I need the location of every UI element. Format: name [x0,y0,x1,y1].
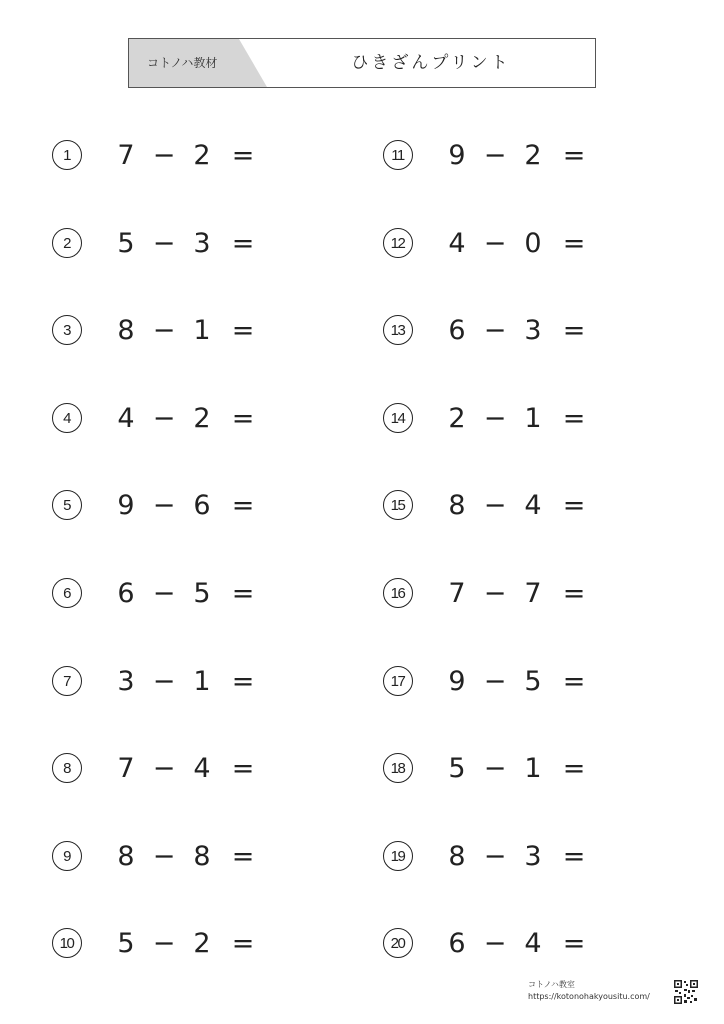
equals-sign: = [562,665,586,697]
minuend: 2 [448,402,466,434]
problem-item [383,661,605,701]
minus-sign: − [152,489,176,521]
problem-item [383,485,605,525]
equals-sign: = [562,139,586,171]
subtrahend: 3 [524,840,542,872]
problem-number: 16 [390,584,405,602]
problem-item [52,923,274,963]
subtrahend: 4 [193,752,211,784]
problem-number-badge [52,490,82,520]
problem-number-badge [383,315,413,345]
equals-sign: = [562,402,586,434]
subtrahend: 4 [524,489,542,521]
equals-sign: = [231,840,255,872]
subtrahend: 3 [193,227,211,259]
minuend: 8 [448,489,466,521]
subtrahend: 8 [193,840,211,872]
equation [116,140,274,171]
equation [447,490,605,521]
problem-item [52,661,274,701]
subtrahend: 2 [193,927,211,959]
equation [447,578,605,609]
qr-code-icon [674,980,698,1004]
minus-sign: − [483,665,507,697]
subtrahend: 1 [524,752,542,784]
problem-item [383,748,605,788]
minus-sign: − [152,314,176,346]
problem-number-badge [383,753,413,783]
problem-item [52,573,274,613]
minus-sign: − [152,840,176,872]
equation [447,403,605,434]
equals-sign: = [231,402,255,434]
problem-number-badge [52,228,82,258]
minuend: 5 [117,927,135,959]
minuend: 9 [448,139,466,171]
problem-number: 6 [63,584,70,602]
minuend: 8 [448,840,466,872]
subtrahend: 2 [193,139,211,171]
subtrahend: 1 [524,402,542,434]
minuend: 3 [117,665,135,697]
equals-sign: = [231,665,255,697]
equals-sign: = [562,840,586,872]
problem-number-badge [52,140,82,170]
minus-sign: − [483,927,507,959]
minuend: 8 [117,840,135,872]
equals-sign: = [231,314,255,346]
subtrahend: 1 [193,314,211,346]
problem-number: 7 [63,672,70,690]
problem-number: 9 [63,847,70,865]
problem-item [383,223,605,263]
equation [116,403,274,434]
problem-item [383,573,605,613]
equation [116,578,274,609]
equation [447,753,605,784]
minus-sign: − [483,139,507,171]
problem-number-badge [52,928,82,958]
minus-sign: − [152,927,176,959]
problem-item [52,135,274,175]
equals-sign: = [562,927,586,959]
problem-number-badge [383,841,413,871]
problem-number-badge [52,578,82,608]
footer [528,979,650,1003]
problem-item [383,398,605,438]
problem-number: 11 [391,146,404,164]
problem-number: 2 [63,234,70,252]
problem-number: 14 [390,409,405,427]
problem-item [52,398,274,438]
equals-sign: = [562,227,586,259]
subtrahend: 5 [524,665,542,697]
equals-sign: = [231,227,255,259]
minus-sign: − [152,402,176,434]
equation [116,666,274,697]
equals-sign: = [231,752,255,784]
minus-sign: − [152,227,176,259]
minus-sign: − [152,665,176,697]
minuend: 5 [448,752,466,784]
header-brand-label: コトノハ教材 [147,56,218,70]
subtrahend: 5 [193,577,211,609]
problem-item [52,836,274,876]
problem-item [383,310,605,350]
equation [116,315,274,346]
subtrahend: 2 [193,402,211,434]
subtrahend: 4 [524,927,542,959]
footer-url[interactable]: https://kotonohakyousitu.com/ [528,992,650,1001]
equation [447,666,605,697]
problem-item [52,748,274,788]
problem-number-badge [52,666,82,696]
problem-number: 3 [63,321,70,339]
minus-sign: − [152,577,176,609]
minuend: 6 [448,927,466,959]
equation [447,928,605,959]
problem-number-badge [383,666,413,696]
equals-sign: = [231,927,255,959]
problem-number: 10 [59,934,74,952]
equals-sign: = [231,139,255,171]
minuend: 5 [117,227,135,259]
problem-number: 4 [63,409,70,427]
problem-number: 12 [390,234,405,252]
subtrahend: 6 [193,489,211,521]
problem-number: 8 [63,759,70,777]
problem-number-badge [52,753,82,783]
minus-sign: − [483,489,507,521]
subtrahend: 0 [524,227,542,259]
problem-number-badge [52,315,82,345]
problem-item [52,223,274,263]
equals-sign: = [562,577,586,609]
minus-sign: − [483,314,507,346]
problem-number-badge [383,140,413,170]
equals-sign: = [562,314,586,346]
subtrahend: 3 [524,314,542,346]
problem-number: 15 [390,496,405,514]
equation [447,228,605,259]
problem-number-badge [52,841,82,871]
problem-number-badge [383,403,413,433]
problem-number: 18 [390,759,405,777]
problem-item [383,135,605,175]
minuend: 7 [117,752,135,784]
minus-sign: − [483,577,507,609]
problem-item [383,836,605,876]
minuend: 4 [448,227,466,259]
equation [116,753,274,784]
minuend: 6 [448,314,466,346]
problem-item [52,310,274,350]
minuend: 8 [117,314,135,346]
minuend: 9 [117,489,135,521]
minus-sign: − [483,840,507,872]
minus-sign: − [483,227,507,259]
problem-number-badge [383,578,413,608]
problem-number-badge [52,403,82,433]
problem-number: 17 [390,672,405,690]
equation [116,928,274,959]
problem-number-badge [383,928,413,958]
equation [447,140,605,171]
subtrahend: 2 [524,139,542,171]
problem-number: 20 [390,934,405,952]
footer-org: コトノハ教室 [528,980,575,989]
minuend: 6 [117,577,135,609]
page-title: ひきざんプリント [351,53,511,73]
equals-sign: = [562,489,586,521]
problem-number: 1 [63,146,70,164]
equation [116,841,274,872]
equation [116,228,274,259]
subtrahend: 7 [524,577,542,609]
minuend: 7 [117,139,135,171]
problem-number-badge [383,490,413,520]
problem-number: 19 [390,847,405,865]
problem-item [52,485,274,525]
problem-number: 5 [63,496,70,514]
minuend: 4 [117,402,135,434]
minuend: 9 [448,665,466,697]
problem-number-badge [383,228,413,258]
problem-item [383,923,605,963]
equals-sign: = [231,577,255,609]
minus-sign: − [483,752,507,784]
equation [447,315,605,346]
equation [116,490,274,521]
minus-sign: − [152,139,176,171]
minus-sign: − [152,752,176,784]
minus-sign: − [483,402,507,434]
problem-number: 13 [390,321,405,339]
equals-sign: = [231,489,255,521]
minuend: 7 [448,577,466,609]
equals-sign: = [562,752,586,784]
subtrahend: 1 [193,665,211,697]
equation [447,841,605,872]
